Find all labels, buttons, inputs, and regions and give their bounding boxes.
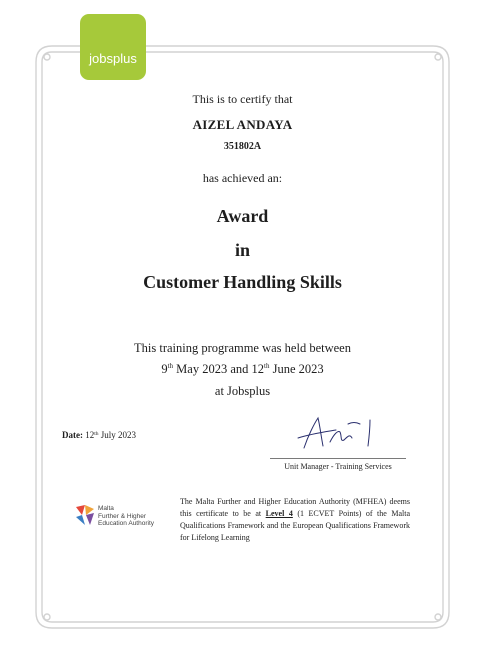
award-heading: Award bbox=[216, 206, 269, 226]
recipient-name: AIZEL ANDAYA bbox=[192, 117, 293, 132]
handwritten-signature bbox=[290, 412, 380, 456]
certify-line: This is to certify that bbox=[192, 92, 293, 106]
signatory-title: Unit Manager - Training Services bbox=[284, 462, 392, 471]
programme-held-line: This training programme was held between bbox=[134, 341, 351, 355]
mfhea-logo bbox=[76, 505, 196, 539]
jobsplus-wordmark bbox=[83, 48, 143, 70]
jobsplus-logo bbox=[80, 14, 146, 80]
achieved-line: has achieved an: bbox=[202, 171, 283, 185]
recipient-id: 351802A bbox=[223, 141, 262, 152]
mfhea-statement: The Malta Further and Higher Education Authority (MFHEA) deems this certificate to be at Level 4 (1 ECVET Points) of the Malta Qualifications Framework and the European Qualifications Framework for Lifelong Learning bbox=[180, 497, 410, 542]
award-in: in bbox=[234, 240, 250, 260]
programme-location: at Jobsplus bbox=[214, 384, 271, 398]
course-name: Customer Handling Skills bbox=[143, 272, 342, 292]
svg-text:jobsplus: jobsplus bbox=[89, 51, 137, 66]
issue-date: Date: 12th July 2023 bbox=[62, 430, 137, 440]
programme-dates: 9th May 2023 and 12th June 2023 bbox=[161, 362, 324, 376]
signature-line bbox=[270, 458, 406, 459]
mfhea-logo-text: Malta Further & Higher Education Authority bbox=[98, 505, 155, 527]
mfhea-mark-icon bbox=[76, 505, 94, 525]
